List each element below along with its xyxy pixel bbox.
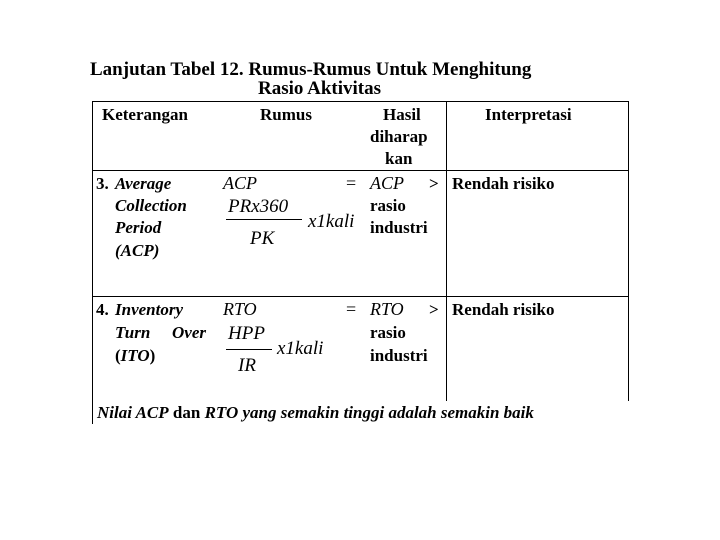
interpretasi-text: Rendah risiko bbox=[452, 300, 555, 319]
footer-part3: RTO yang semakin tinggi adalah semakin baik bbox=[204, 403, 534, 422]
row-divider bbox=[92, 296, 629, 297]
table-title-line2: Rasio Aktivitas bbox=[258, 78, 381, 99]
header-interpretasi: Interpretasi bbox=[485, 105, 572, 124]
paren-open: ( bbox=[115, 346, 121, 365]
paren-mid: ITO bbox=[120, 346, 150, 365]
hasil-name: RTO bbox=[370, 299, 404, 319]
hasil-line: rasio bbox=[370, 323, 406, 342]
keterangan-line: Period bbox=[115, 218, 162, 237]
hasil-operator: > bbox=[429, 174, 439, 193]
header-hasil-line1: Hasil bbox=[383, 105, 421, 124]
formula-multiplier: x1kali bbox=[308, 211, 355, 232]
fraction-numerator: PRx360 bbox=[228, 196, 289, 217]
header-hasil-line3: kan bbox=[385, 149, 413, 168]
column-divider bbox=[446, 101, 447, 401]
footer-note bbox=[97, 402, 534, 424]
keterangan-line: Collection bbox=[115, 196, 187, 215]
fraction-bar bbox=[226, 349, 272, 350]
hasil-name: ACP bbox=[370, 173, 404, 193]
fraction-denominator: IR bbox=[238, 355, 256, 376]
footer-part2: dan bbox=[168, 403, 205, 422]
table-right-border bbox=[628, 101, 629, 401]
hasil-line: rasio bbox=[370, 196, 406, 215]
formula-multiplier: x1kali bbox=[277, 338, 324, 359]
equals-sign: = bbox=[346, 299, 357, 319]
fraction-bar bbox=[226, 219, 302, 220]
row-number: 3. bbox=[96, 174, 109, 193]
hasil-line: industri bbox=[370, 346, 428, 365]
fraction-numerator: HPP bbox=[228, 323, 265, 344]
keterangan-line: (ACP) bbox=[115, 241, 160, 260]
equals-sign: = bbox=[346, 173, 357, 193]
header-bottom-border bbox=[92, 170, 629, 171]
header-keterangan: Keterangan bbox=[102, 105, 188, 124]
interpretasi-text: Rendah risiko bbox=[452, 174, 555, 193]
keterangan-line: Inventory bbox=[115, 300, 183, 319]
keterangan-line: Over bbox=[172, 323, 206, 342]
keterangan-line bbox=[115, 345, 155, 367]
rumus-lhs: ACP bbox=[223, 173, 257, 193]
keterangan-line: Turn bbox=[115, 323, 151, 342]
table-left-border bbox=[92, 101, 93, 424]
paren-close: ) bbox=[149, 346, 156, 365]
keterangan-line: Average bbox=[115, 174, 172, 193]
header-rumus: Rumus bbox=[260, 105, 312, 124]
table-title-line1: Lanjutan Tabel 12. Rumus-Rumus Untuk Menghitung bbox=[90, 59, 532, 80]
hasil-operator: > bbox=[429, 300, 439, 319]
row-number: 4. bbox=[96, 300, 109, 319]
hasil-line: industri bbox=[370, 218, 428, 237]
fraction-denominator: PK bbox=[250, 228, 275, 249]
header-hasil-line2: diharap bbox=[370, 127, 428, 146]
footer-part1: Nilai ACP bbox=[97, 403, 169, 422]
table-top-border bbox=[92, 101, 629, 102]
rumus-lhs: RTO bbox=[223, 299, 257, 319]
